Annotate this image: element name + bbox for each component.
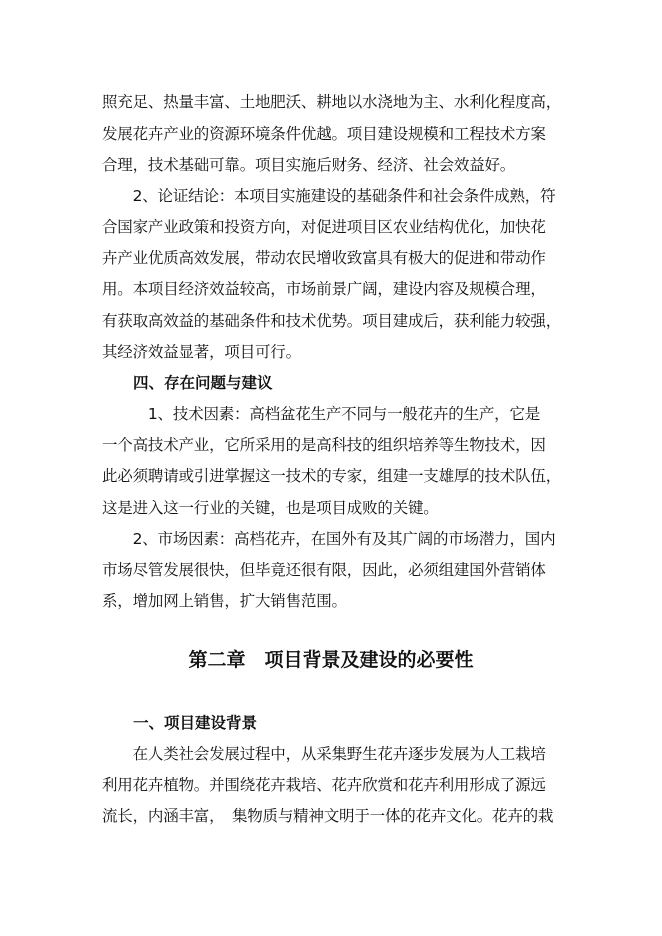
paragraph-line: 2、论证结论：本项目实施建设的基础条件和社会条件成熟，符 bbox=[102, 187, 556, 205]
chapter-title: 第二章 项目背景及建设的必要性 bbox=[188, 649, 474, 671]
section-heading-issues: 四、存在问题与建议 bbox=[133, 374, 273, 392]
paragraph-line: 有获取高效益的基础条件和技术优势。项目建成后，获利能力较强， bbox=[102, 312, 562, 330]
paragraph-line: 市场尽管发展很快，但毕竟还很有限，因此，必须组建国外营销体 bbox=[102, 561, 546, 579]
paragraph-line: 此必须聘请或引进掌握这一技术的专家，组建一支雄厚的技术队伍， bbox=[102, 467, 562, 485]
paragraph-line: 用。本项目经济效益较高，市场前景广阔，建设内容及规模合理， bbox=[102, 280, 546, 298]
paragraph-line: 照充足、热量丰富、土地肥沃、耕地以水浇地为主、水利化程度高， bbox=[102, 93, 562, 111]
paragraph-line: 合理，技术基础可靠。项目实施后财务、经济、社会效益好。 bbox=[102, 156, 516, 174]
paragraph-line: 卉产业优质高效发展，带动农民增收致富具有极大的促进和带动作 bbox=[102, 249, 546, 267]
paragraph-line: 其经济效益显著，项目可行。 bbox=[102, 343, 301, 361]
paragraph-line: 利用花卉植物。并围绕花卉栽培、花卉欣赏和花卉利用形成了源远 bbox=[102, 776, 546, 794]
paragraph-line: 发展花卉产业的资源环境条件优越。项目建设规模和工程技术方案 bbox=[102, 125, 546, 143]
paragraph-line: 2、市场因素：高档花卉，在国外有及其广阔的市场潜力，国内 bbox=[102, 530, 556, 548]
paragraph-line: 这是进入这一行业的关键，也是项目成败的关键。 bbox=[102, 499, 439, 517]
paragraph-line: 一个高技术产业，它所采用的是高科技的组织培养等生物技术，因 bbox=[102, 436, 546, 454]
paragraph-line: 系，增加网上销售，扩大销售范围。 bbox=[102, 592, 347, 610]
paragraph-line: 1、技术因素：高档盆花生产不同与一般花卉的生产，它是 bbox=[102, 405, 541, 423]
paragraph-line: 合国家产业政策和投资方向，对促进项目区农业结构优化，加快花 bbox=[102, 218, 546, 236]
paragraph-line: 流长，内涵丰富， 集物质与精神文明于一体的花卉文化。花卉的栽 bbox=[102, 807, 554, 825]
section-heading-background: 一、项目建设背景 bbox=[133, 714, 258, 732]
paragraph-line: 在人类社会发展过程中，从采集野生花卉逐步发展为人工栽培 bbox=[102, 745, 546, 763]
